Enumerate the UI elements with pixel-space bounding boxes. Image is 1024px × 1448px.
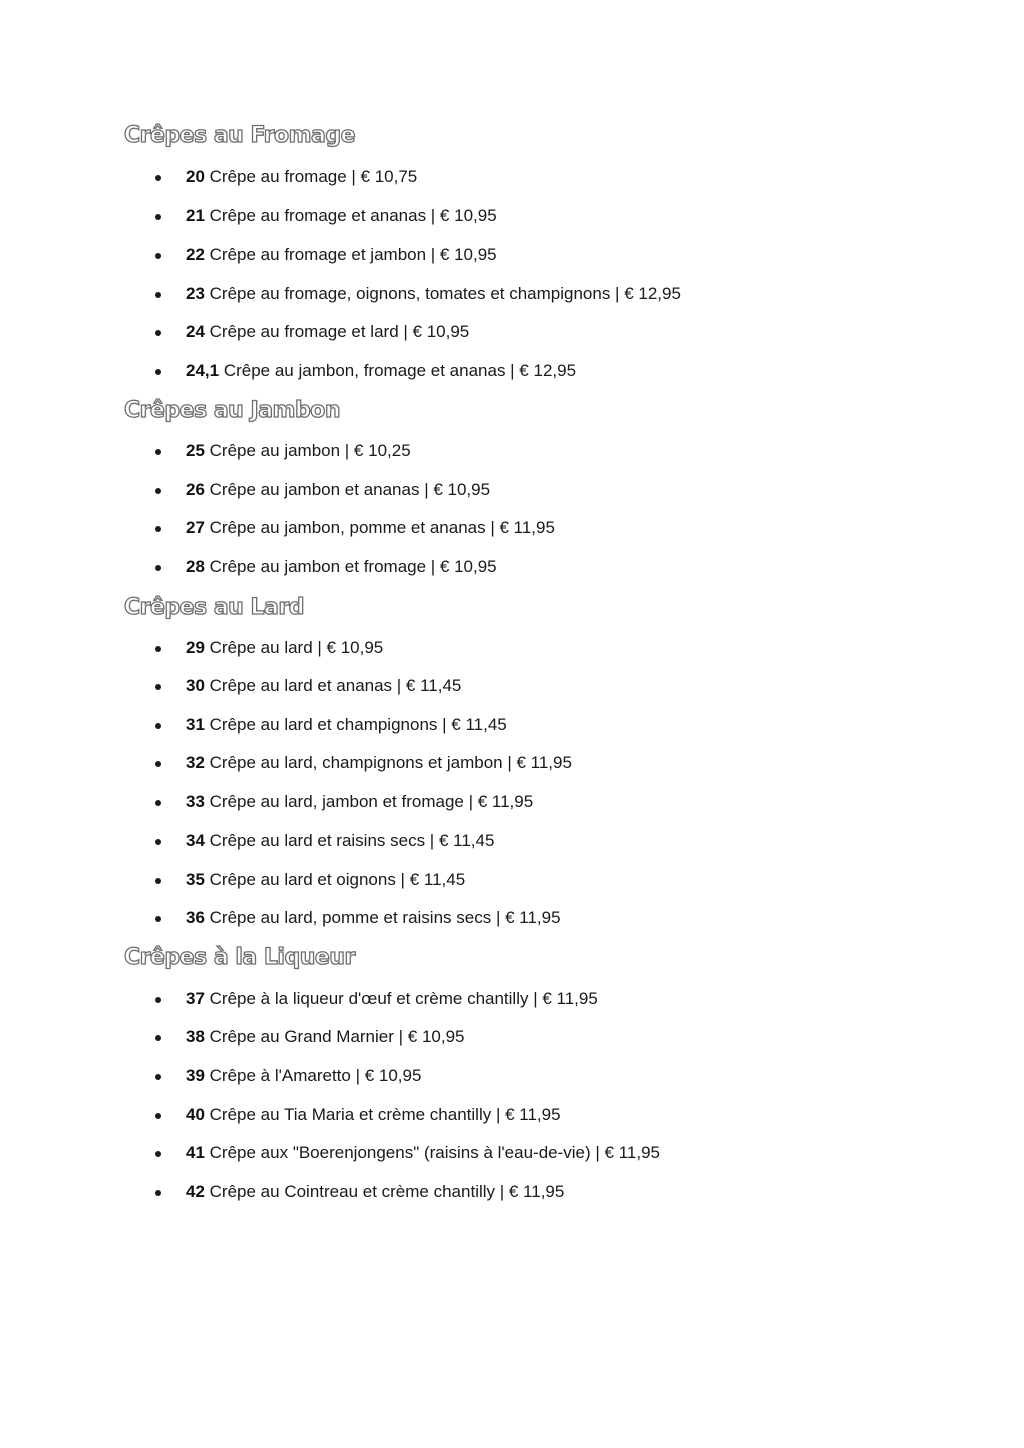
list-item: [0, 829, 1024, 853]
item-number: 39: [186, 1066, 205, 1085]
item-description: Crêpe au jambon, pomme et ananas | € 11,95: [209, 518, 555, 537]
bullet-icon: [155, 1035, 161, 1041]
item-description: Crêpe au jambon | € 10,25: [209, 441, 411, 460]
item-number: 33: [186, 792, 205, 811]
item-number: 21: [186, 206, 205, 225]
bullet-icon: [155, 369, 161, 375]
item-description: Crêpe aux "Boerenjongens" (raisins à l'eau-de-vie) | € 11,95: [209, 1143, 660, 1162]
bullet-icon: [155, 1113, 161, 1119]
list-item: [0, 243, 1024, 267]
item-description: Crêpe au fromage et lard | € 10,95: [209, 322, 470, 341]
bullet-icon: [155, 684, 161, 690]
item-number: 20: [186, 167, 205, 186]
list-item: [0, 478, 1024, 502]
item-description: Crêpe au fromage, oignons, tomates et champignons | € 12,95: [209, 284, 681, 303]
item-description: Crêpe au fromage et ananas | € 10,95: [209, 206, 497, 225]
item-number: 38: [186, 1027, 205, 1046]
bullet-icon: [155, 1151, 161, 1157]
list-item: [0, 751, 1024, 775]
item-number: 24,1: [186, 361, 220, 380]
bullet-icon: [155, 449, 161, 455]
list-item: [0, 906, 1024, 930]
item-description: Crêpe au fromage | € 10,75: [209, 167, 418, 186]
section-title: Crêpes au Lard: [124, 595, 304, 620]
item-description: Crêpe au jambon et fromage | € 10,95: [209, 557, 497, 576]
list-item: [0, 555, 1024, 579]
item-number: 42: [186, 1182, 205, 1201]
item-number: 27: [186, 518, 205, 537]
item-number: 24: [186, 322, 205, 341]
bullet-icon: [155, 253, 161, 259]
list-item: [0, 282, 1024, 306]
bullet-icon: [155, 565, 161, 571]
list-item: [0, 1141, 1024, 1165]
bullet-icon: [155, 878, 161, 884]
item-description: Crêpe au Cointreau et crème chantilly | € 11,95: [209, 1182, 565, 1201]
item-number: 37: [186, 989, 205, 1008]
bullet-icon: [155, 526, 161, 532]
item-number: 41: [186, 1143, 205, 1162]
item-description: Crêpe à la liqueur d'œuf et crème chantilly | € 11,95: [209, 989, 598, 1008]
list-item: [0, 713, 1024, 737]
bullet-icon: [155, 646, 161, 652]
list-item: [0, 636, 1024, 660]
item-description: Crêpe au lard, champignons et jambon | € 11,95: [209, 753, 572, 772]
bullet-icon: [155, 761, 161, 767]
list-item: [0, 1103, 1024, 1127]
item-description: Crêpe au lard et ananas | € 11,45: [209, 676, 462, 695]
section-title: Crêpes à la Liqueur: [124, 945, 355, 970]
item-number: 40: [186, 1105, 205, 1124]
item-number: 23: [186, 284, 205, 303]
item-description: Crêpe au lard et oignons | € 11,45: [209, 870, 466, 889]
list-item: [0, 320, 1024, 344]
item-description: Crêpe au lard | € 10,95: [209, 638, 384, 657]
item-number: 28: [186, 557, 205, 576]
bullet-icon: [155, 800, 161, 806]
item-number: 25: [186, 441, 205, 460]
item-description: Crêpe à l'Amaretto | € 10,95: [209, 1066, 422, 1085]
bullet-icon: [155, 292, 161, 298]
bullet-icon: [155, 997, 161, 1003]
item-description: Crêpe au jambon, fromage et ananas | € 12,95: [223, 361, 577, 380]
item-description: Crêpe au jambon et ananas | € 10,95: [209, 480, 491, 499]
item-description: Crêpe au lard, jambon et fromage | € 11,95: [209, 792, 534, 811]
bullet-icon: [155, 1074, 161, 1080]
item-description: Crêpe au lard et champignons | € 11,45: [209, 715, 507, 734]
bullet-icon: [155, 175, 161, 181]
item-description: Crêpe au lard et raisins secs | € 11,45: [209, 831, 495, 850]
item-description: Crêpe au lard, pomme et raisins secs | € 11,95: [209, 908, 561, 927]
section-title: Crêpes au Jambon: [124, 398, 340, 423]
bullet-icon: [155, 916, 161, 922]
list-item: [0, 790, 1024, 814]
item-number: 29: [186, 638, 205, 657]
list-item: [0, 1180, 1024, 1204]
bullet-icon: [155, 214, 161, 220]
bullet-icon: [155, 723, 161, 729]
bullet-icon: [155, 839, 161, 845]
section-title: Crêpes au Fromage: [124, 123, 356, 148]
item-number: 31: [186, 715, 205, 734]
bullet-icon: [155, 488, 161, 494]
list-item: [0, 1025, 1024, 1049]
list-item: [0, 868, 1024, 892]
item-description: Crêpe au fromage et jambon | € 10,95: [209, 245, 497, 264]
list-item: [0, 516, 1024, 540]
list-item: [0, 1064, 1024, 1088]
list-item: [0, 439, 1024, 463]
list-item: [0, 165, 1024, 189]
item-number: 22: [186, 245, 205, 264]
item-number: 32: [186, 753, 205, 772]
list-item: [0, 674, 1024, 698]
list-item: [0, 204, 1024, 228]
list-item: [0, 987, 1024, 1011]
item-number: 36: [186, 908, 205, 927]
item-number: 30: [186, 676, 205, 695]
item-description: Crêpe au Tia Maria et crème chantilly | € 11,95: [209, 1105, 561, 1124]
item-number: 35: [186, 870, 205, 889]
item-number: 34: [186, 831, 205, 850]
item-number: 26: [186, 480, 205, 499]
bullet-icon: [155, 330, 161, 336]
bullet-icon: [155, 1190, 161, 1196]
list-item: [0, 359, 1024, 383]
item-description: Crêpe au Grand Marnier | € 10,95: [209, 1027, 465, 1046]
